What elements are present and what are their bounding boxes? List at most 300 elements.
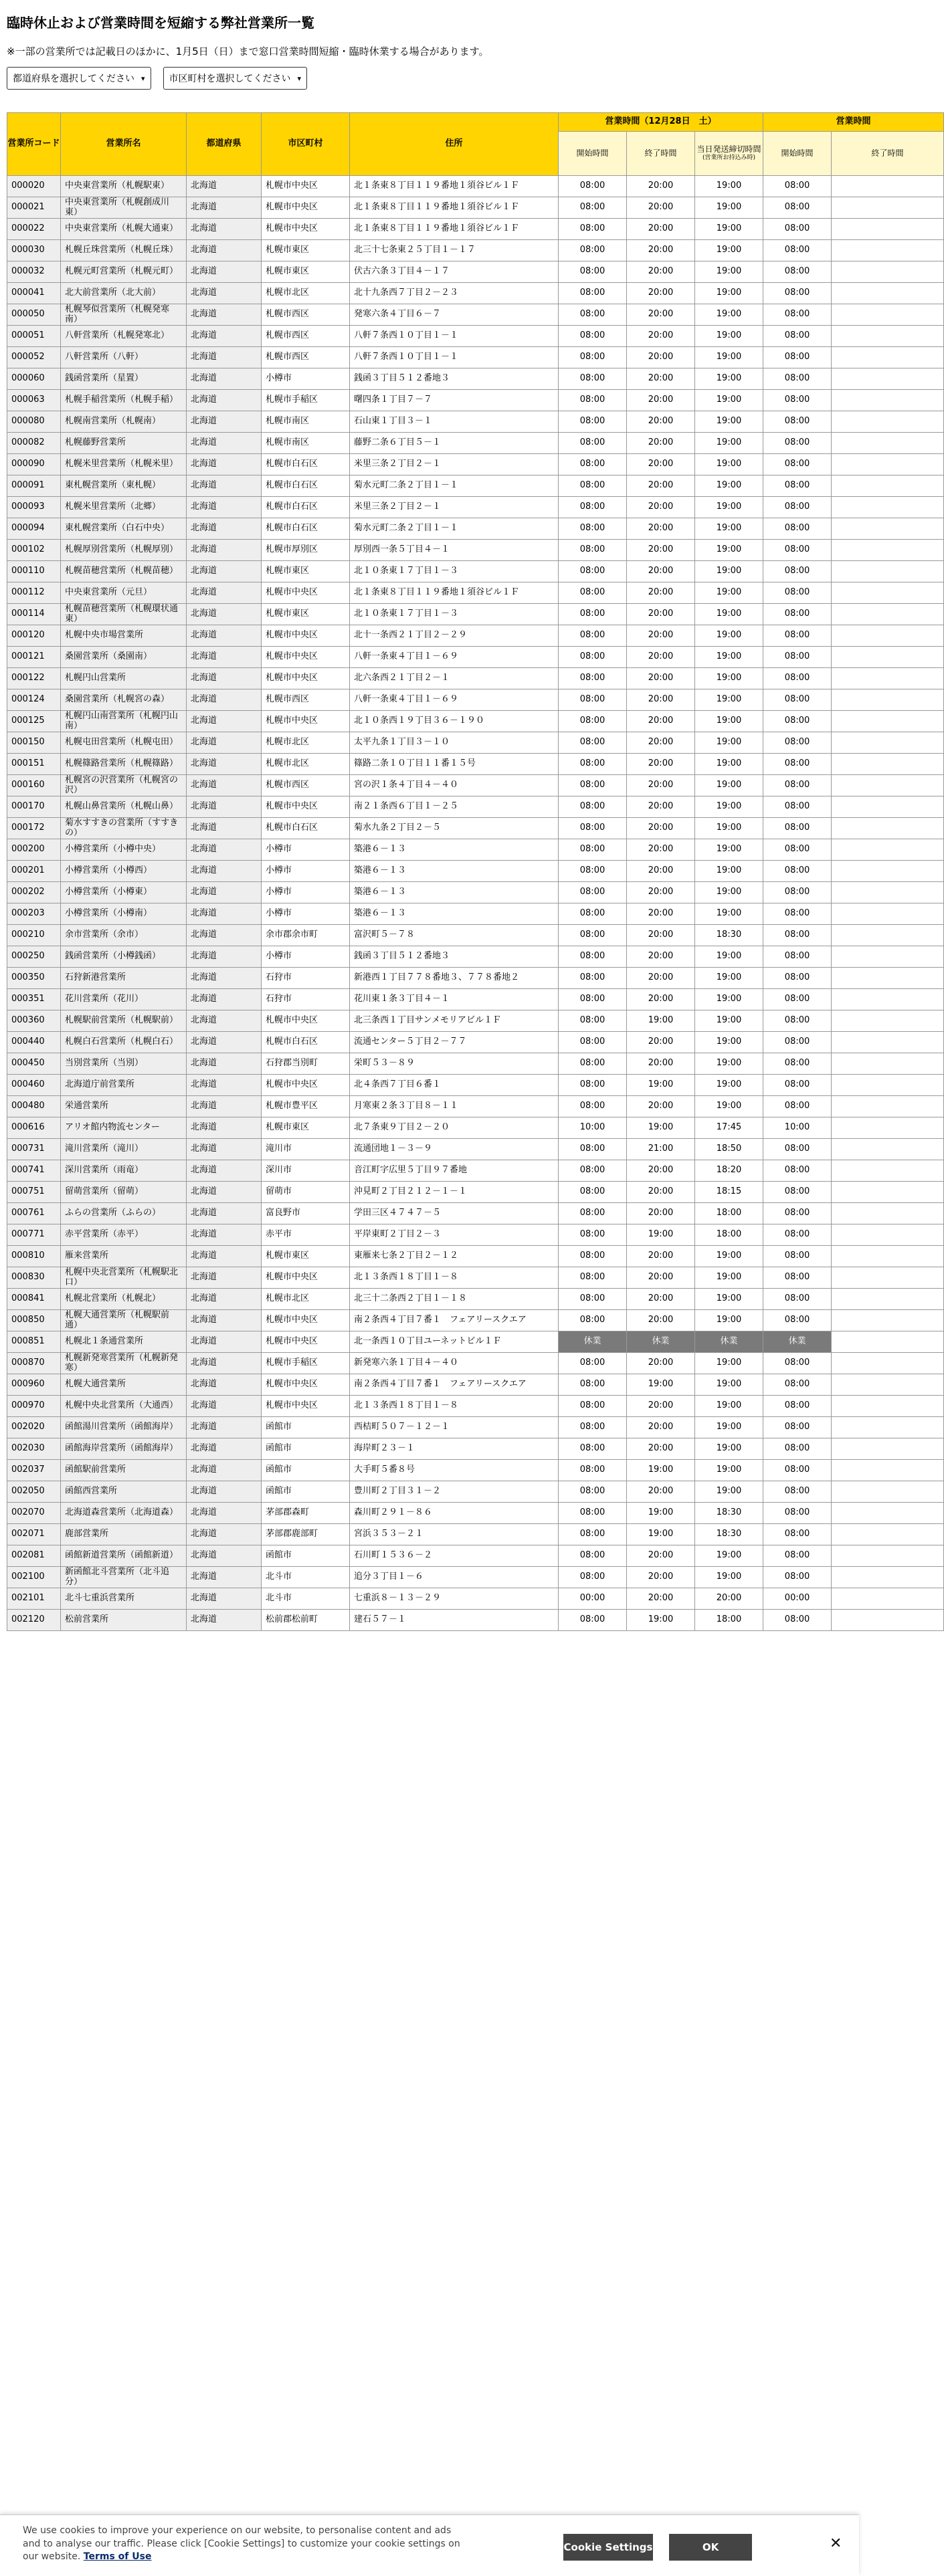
cell-end: 19:00 [627,1010,695,1032]
cell-name: 札幌山鼻営業所（札幌山鼻） [61,796,187,818]
cell-end2 [832,796,944,818]
cell-pref: 北海道 [187,775,262,796]
cell-cutoff: 19:00 [695,475,763,497]
table-row [7,818,944,839]
terms-link[interactable]: Terms of Use [83,2551,152,2563]
cell-start: 08:00 [559,604,627,625]
cell-name: 札幌米里営業所（札幌米里） [61,454,187,475]
cell-pref: 北海道 [187,582,262,604]
close-icon[interactable]: ✕ [830,2535,842,2552]
cell-city: 札幌市西区 [262,347,350,368]
cell-end2 [832,1053,944,1075]
cell-city: 石狩市 [262,989,350,1010]
cell-end2 [832,1438,944,1460]
cell-code: 000125 [7,711,61,732]
cell-start: 08:00 [559,197,627,219]
table-row [7,754,944,775]
cell-end2 [832,839,944,861]
cell-city: 札幌市手稲区 [262,1353,350,1374]
cell-addr: 花川東１条３丁目４－１ [350,989,559,1010]
cell-code: 000060 [7,368,61,390]
cell-code: 000771 [7,1224,61,1246]
table-row [7,689,944,711]
office-table-body [7,176,944,1631]
cell-name: 東札幌営業所（東札幌） [61,475,187,497]
cell-pref: 北海道 [187,261,262,283]
cell-city: 札幌市中央区 [262,625,350,647]
cell-cutoff: 19:00 [695,561,763,582]
cell-addr: 築港６－１３ [350,861,559,882]
cell-start2: 08:00 [763,968,832,989]
cell-start2: 08:00 [763,347,832,368]
cell-name: 銭函営業所（小樽銭函） [61,946,187,968]
table-row [7,711,944,732]
cell-end: 20:00 [627,176,695,197]
cell-pref: 北海道 [187,219,262,240]
cell-cutoff: 19:00 [695,625,763,647]
cell-start: 08:00 [559,240,627,261]
cell-start2: 08:00 [763,604,832,625]
cell-code: 002050 [7,1481,61,1503]
cell-city: 札幌市手稲区 [262,390,350,411]
cell-start: 08:00 [559,433,627,454]
cell-end2 [832,754,944,775]
table-row [7,1417,944,1438]
cookie-message: We use cookies to improve your experience on our website, to personalise content and ads and to analyse our traffic. Please click [Cookie Settings] to customize your cookie settings on our website. [23,2525,460,2563]
cell-pref: 北海道 [187,1503,262,1524]
cell-start: 08:00 [559,283,627,304]
cell-code: 000082 [7,433,61,454]
cell-cutoff: 19:00 [695,882,763,903]
cookie-ok-button[interactable]: OK [669,2534,752,2561]
cell-end: 19:00 [627,1524,695,1545]
cell-start: 08:00 [559,1075,627,1096]
cell-pref: 北海道 [187,433,262,454]
cell-end2 [832,176,944,197]
cell-code: 000970 [7,1396,61,1417]
cell-end2 [832,989,944,1010]
cell-code: 000360 [7,1010,61,1032]
table-row [7,1267,944,1289]
table-row [7,1160,944,1182]
cell-pref: 北海道 [187,668,262,689]
cell-start2: 08:00 [763,1545,832,1567]
cell-pref: 北海道 [187,903,262,925]
table-row [7,625,944,647]
cell-start: 08:00 [559,454,627,475]
cell-pref: 北海道 [187,946,262,968]
table-row [7,1032,944,1053]
cell-pref: 北海道 [187,326,262,347]
cell-end: 20:00 [627,261,695,283]
cell-addr: 北７条東９丁目２－２０ [350,1117,559,1139]
cell-pref: 北海道 [187,1182,262,1203]
cell-start: 08:00 [559,775,627,796]
cell-city: 札幌市北区 [262,754,350,775]
cell-addr: 流通団地１－３－９ [350,1139,559,1160]
cell-end: 19:00 [627,1075,695,1096]
cell-end2 [832,1182,944,1203]
cell-end2 [832,1417,944,1438]
cell-cutoff: 19:00 [695,582,763,604]
cell-pref: 北海道 [187,689,262,711]
cell-code: 002071 [7,1524,61,1545]
cell-name: 函館新道営業所（函館新道） [61,1545,187,1567]
cell-start2: 08:00 [763,1032,832,1053]
cell-start2: 08:00 [763,326,832,347]
cell-name: ふらの営業所（ふらの） [61,1203,187,1224]
cell-end2 [832,1503,944,1524]
cell-cutoff: 19:00 [695,1396,763,1417]
cell-code: 000200 [7,839,61,861]
cell-code: 000250 [7,946,61,968]
cell-end: 20:00 [627,1310,695,1331]
header-period-1: 営業時間（12月28日 土） [559,113,763,132]
cell-end: 19:00 [627,1224,695,1246]
cell-cutoff: 19:00 [695,1053,763,1075]
cell-start: 08:00 [559,304,627,326]
cell-cutoff: 19:00 [695,818,763,839]
cell-city: 函館市 [262,1438,350,1460]
cell-city: 北斗市 [262,1567,350,1588]
cell-city: 札幌市中央区 [262,1267,350,1289]
cell-addr: 音江町字広里５丁目９７番地 [350,1160,559,1182]
cell-start2: 08:00 [763,1160,832,1182]
cell-end2 [832,368,944,390]
cell-end2 [832,411,944,433]
cell-end: 20:00 [627,582,695,604]
cell-city: 札幌市中央区 [262,1374,350,1396]
cell-start: 08:00 [559,754,627,775]
table-row [7,604,944,625]
header-end: 終了時間 [627,132,695,176]
cell-addr: 学田三区４７４７－５ [350,1203,559,1224]
cell-end2 [832,861,944,882]
table-row [7,1075,944,1096]
cell-end2 [832,1224,944,1246]
cell-cutoff: 19:00 [695,775,763,796]
cell-end: 20:00 [627,1588,695,1610]
prefecture-select[interactable] [7,67,151,90]
cell-city: 札幌市中央区 [262,647,350,668]
cell-name: 小樽営業所（小樽中央） [61,839,187,861]
cell-name: 赤平営業所（赤平） [61,1224,187,1246]
cell-code: 000122 [7,668,61,689]
city-select-label: 市区町村を選択してください [169,74,291,84]
cell-end2 [832,1139,944,1160]
cell-cutoff: 休業 [695,1331,763,1353]
table-row [7,946,944,968]
cell-start2: 08:00 [763,1567,832,1588]
cell-pref: 北海道 [187,1160,262,1182]
cell-start2: 08:00 [763,1182,832,1203]
cell-addr: 宮の沢１条４丁目４－４０ [350,775,559,796]
cell-code: 000201 [7,861,61,882]
cell-name: 当別営業所（当別） [61,1053,187,1075]
cell-code: 000021 [7,197,61,219]
cell-code: 002101 [7,1588,61,1610]
cell-end: 20:00 [627,968,695,989]
table-row [7,176,944,197]
header-start: 開始時間 [559,132,627,176]
header-period-2: 営業時間 [763,113,944,132]
cell-cutoff: 18:00 [695,1610,763,1631]
cell-addr: 銭函３丁目５１２番地３ [350,946,559,968]
cell-start2: 08:00 [763,732,832,754]
cell-end2 [832,1374,944,1396]
cell-end: 20:00 [627,689,695,711]
cell-city: 小樽市 [262,368,350,390]
cell-addr: 栄町５３－８９ [350,1053,559,1075]
cell-end: 20:00 [627,1160,695,1182]
cell-start: 08:00 [559,1053,627,1075]
cell-city: 札幌市中央区 [262,219,350,240]
cell-name: 札幌中央北営業所（札幌駅北口） [61,1267,187,1289]
cell-end: 20:00 [627,946,695,968]
cell-end: 20:00 [627,625,695,647]
cell-start: 00:00 [559,1588,627,1610]
cell-end2 [832,347,944,368]
cell-start: 08:00 [559,796,627,818]
cell-city: 札幌市西区 [262,689,350,711]
cell-start: 08:00 [559,261,627,283]
cell-addr: 米里三条２丁目２－１ [350,454,559,475]
chevron-down-icon: ▾ [141,74,145,83]
cell-name: 函館海岸営業所（函館海岸） [61,1438,187,1460]
cell-code: 000761 [7,1203,61,1224]
cell-end: 20:00 [627,1545,695,1567]
cell-name: 松前営業所 [61,1610,187,1631]
cell-addr: 八軒一条東４丁目１－６９ [350,647,559,668]
cell-addr: 豊川町２丁目３１－２ [350,1481,559,1503]
cell-end: 20:00 [627,1096,695,1117]
cell-cutoff: 19:00 [695,433,763,454]
cell-end: 20:00 [627,240,695,261]
cell-end2 [832,732,944,754]
cell-end: 20:00 [627,903,695,925]
cell-cutoff: 19:00 [695,754,763,775]
cell-end2 [832,946,944,968]
cell-code: 000210 [7,925,61,946]
cell-code: 000841 [7,1289,61,1310]
cell-start: 08:00 [559,1160,627,1182]
cell-start: 08:00 [559,946,627,968]
office-table-container[interactable] [7,112,904,1631]
cell-pref: 北海道 [187,1267,262,1289]
cell-start2: 08:00 [763,1460,832,1481]
cell-start: 08:00 [559,732,627,754]
table-row [7,326,944,347]
cell-start: 08:00 [559,647,627,668]
cell-end2 [832,1610,944,1631]
cell-end: 20:00 [627,1567,695,1588]
cell-pref: 北海道 [187,1224,262,1246]
cell-start2: 08:00 [763,946,832,968]
cell-start: 08:00 [559,411,627,433]
cell-end: 19:00 [627,1374,695,1396]
cell-city: 北斗市 [262,1588,350,1610]
cell-start2: 08:00 [763,1246,832,1267]
header-prefecture: 都道府県 [187,113,262,176]
cell-end: 20:00 [627,1417,695,1438]
cell-addr: 北１３条西１８丁目１－８ [350,1267,559,1289]
cell-code: 000440 [7,1032,61,1053]
table-row [7,925,944,946]
cell-code: 000810 [7,1246,61,1267]
cell-start: 08:00 [559,689,627,711]
cell-name: 札幌元町営業所（札幌元町） [61,261,187,283]
cell-pref: 北海道 [187,1096,262,1117]
cell-code: 000150 [7,732,61,754]
cell-cutoff: 19:00 [695,283,763,304]
cell-end2 [832,1246,944,1267]
table-row [7,497,944,518]
cell-start: 08:00 [559,368,627,390]
table-row [7,1567,944,1588]
cell-addr: 北１３条西１８丁目１－８ [350,1396,559,1417]
cell-end: 20:00 [627,540,695,561]
cell-addr: 篠路二条１０丁目１１番１５号 [350,754,559,775]
cell-start: 08:00 [559,1203,627,1224]
header-name: 営業所名 [61,113,187,176]
cell-name: 札幌宮の沢営業所（札幌宮の沢） [61,775,187,796]
cell-addr: 発寒六条４丁目６－７ [350,304,559,326]
cell-code: 000052 [7,347,61,368]
cell-pref: 北海道 [187,304,262,326]
cell-start2: 08:00 [763,1096,832,1117]
cell-end2 [832,818,944,839]
cell-end: 20:00 [627,925,695,946]
cell-code: 000091 [7,475,61,497]
cell-name: 中央東営業所（元旦） [61,582,187,604]
cell-pref: 北海道 [187,454,262,475]
cell-end2 [832,304,944,326]
cell-end2 [832,1545,944,1567]
cell-addr: 銭函３丁目５１２番地３ [350,368,559,390]
cell-city: 札幌市東区 [262,261,350,283]
table-row [7,197,944,219]
cell-addr: 七重浜８－１３－２９ [350,1588,559,1610]
cell-end2 [832,903,944,925]
cell-end2 [832,1524,944,1545]
cell-start: 08:00 [559,1353,627,1374]
cell-start: 08:00 [559,1246,627,1267]
cell-start2: 08:00 [763,625,832,647]
cell-end2 [832,197,944,219]
cell-city: 札幌市東区 [262,240,350,261]
cell-start: 08:00 [559,1396,627,1417]
cell-cutoff: 20:00 [695,1588,763,1610]
table-row [7,411,944,433]
cell-end: 20:00 [627,1182,695,1203]
cell-cutoff: 19:00 [695,1289,763,1310]
header-cutoff-label: 当日発送締切時間 [696,144,761,154]
cell-end: 20:00 [627,197,695,219]
table-row [7,1588,944,1610]
filter-bar [7,67,307,90]
table-row [7,1203,944,1224]
cell-city: 札幌市中央区 [262,1396,350,1417]
cell-addr: 北１０条東１７丁目１－３ [350,561,559,582]
cell-cutoff: 19:00 [695,604,763,625]
cell-addr: 宮浜３５３－２１ [350,1524,559,1545]
cell-name: 北海道庁前営業所 [61,1075,187,1096]
table-row [7,1481,944,1503]
cell-addr: 藤野二条６丁目５－１ [350,433,559,454]
cell-end2 [832,1481,944,1503]
cell-pref: 北海道 [187,796,262,818]
cell-end: 20:00 [627,1053,695,1075]
cell-addr: 厚別西一条５丁目４－１ [350,540,559,561]
cell-start2: 08:00 [763,475,832,497]
cell-end2 [832,518,944,540]
cell-start: 08:00 [559,1267,627,1289]
cell-end2 [832,390,944,411]
table-row [7,1524,944,1545]
cell-end2 [832,454,944,475]
cell-end: 20:00 [627,411,695,433]
cell-start2: 08:00 [763,1139,832,1160]
cell-start2: 08:00 [763,1053,832,1075]
cell-start: 08:00 [559,989,627,1010]
cell-cutoff: 19:00 [695,454,763,475]
cell-pref: 北海道 [187,368,262,390]
table-row [7,1374,944,1396]
cell-name: 菊水すすきの営業所（すすきの） [61,818,187,839]
cell-start: 08:00 [559,1032,627,1053]
cell-code: 000170 [7,796,61,818]
cell-cutoff: 18:50 [695,1139,763,1160]
cell-end: 20:00 [627,326,695,347]
cell-addr: 八軒７条西１０丁目１－１ [350,326,559,347]
cell-name: 札幌手稲営業所（札幌手稲） [61,390,187,411]
cell-city: 小樽市 [262,882,350,903]
cell-city: 札幌市白石区 [262,454,350,475]
cell-code: 000731 [7,1139,61,1160]
table-row [7,668,944,689]
cell-start: 08:00 [559,668,627,689]
cell-pref: 北海道 [187,1524,262,1545]
cell-pref: 北海道 [187,240,262,261]
cell-start2: 08:00 [763,711,832,732]
cell-code: 000112 [7,582,61,604]
cell-end: 20:00 [627,818,695,839]
cookie-settings-button[interactable]: Cookie Settings [563,2534,653,2561]
cell-start2: 08:00 [763,518,832,540]
cell-start2: 休業 [763,1331,832,1353]
table-row [7,1139,944,1160]
cell-start: 08:00 [559,1610,627,1631]
cell-addr: 富沢町５－７８ [350,925,559,946]
cell-pref: 北海道 [187,411,262,433]
cell-addr: 築港６－１３ [350,903,559,925]
cell-addr: 北１０条東１７丁目１－３ [350,604,559,625]
cell-start2: 08:00 [763,839,832,861]
cell-cutoff: 18:00 [695,1203,763,1224]
cell-cutoff: 19:00 [695,1032,763,1053]
cell-addr: 伏古六条３丁目４－１７ [350,261,559,283]
cell-end: 20:00 [627,433,695,454]
cell-code: 000124 [7,689,61,711]
city-select[interactable] [163,67,308,90]
cell-addr: 菊水九条２丁目２－５ [350,818,559,839]
cell-end2 [832,1096,944,1117]
cell-name: 札幌苗穂営業所（札幌苗穂） [61,561,187,582]
cell-end: 21:00 [627,1139,695,1160]
cell-pref: 北海道 [187,1610,262,1631]
cell-end: 20:00 [627,882,695,903]
cell-name: アリオ館内物流センター [61,1117,187,1139]
